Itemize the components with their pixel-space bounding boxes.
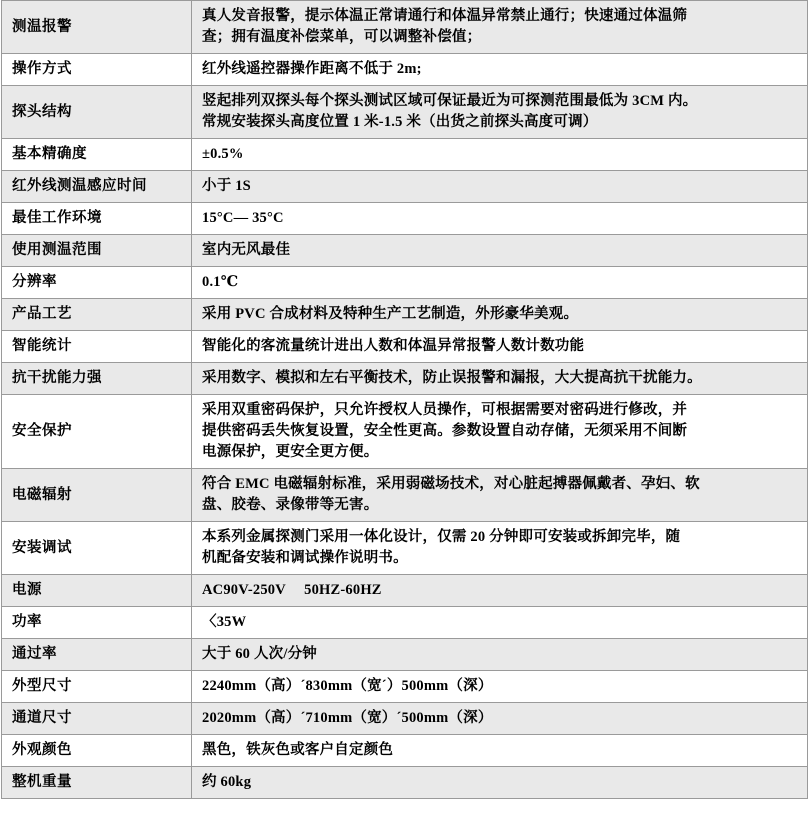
spec-label-cell: 红外线测温感应时间 — [2, 171, 192, 203]
spec-value-line: ±0.5% — [202, 146, 244, 163]
table-row — [2, 767, 808, 799]
spec-value-line: 2020mm（高）´710mm（宽）´500mm（深） — [202, 710, 493, 727]
table-row — [2, 639, 808, 671]
table-row — [2, 703, 808, 735]
spec-value-cell — [192, 235, 808, 267]
spec-value-line: 真人发音报警，提示体温正常请通行和体温异常禁止通行；快速通过体温筛 — [202, 8, 688, 24]
spec-label-cell: 基本精确度 — [2, 139, 192, 171]
table-row — [2, 171, 808, 203]
spec-label-cell: 功率 — [2, 607, 192, 639]
spec-value-cell — [192, 54, 808, 86]
spec-value-cell — [192, 639, 808, 671]
spec-value-line: 黑色，铁灰色或客户自定颜色 — [202, 742, 394, 759]
spec-label-cell: 整机重量 — [2, 767, 192, 799]
spec-label-cell: 抗干扰能力强 — [2, 363, 192, 395]
table-row — [2, 1, 808, 54]
spec-value-cell — [192, 607, 808, 639]
spec-value-cell — [192, 86, 808, 139]
spec-value-line: 盘、胶卷、录像带等无害。 — [202, 497, 379, 514]
spec-value-line: 小于 1S — [202, 178, 251, 195]
spec-label-cell: 探头结构 — [2, 86, 192, 139]
spec-value-cell — [192, 299, 808, 331]
spec-value-line: 〈35W — [202, 614, 247, 631]
spec-value-cell — [192, 267, 808, 299]
spec-value-line: 提供密码丢失恢复设置，安全性更高。参数设置自动存储，无须采用不间断 — [202, 423, 688, 440]
table-row — [2, 469, 808, 522]
table-row — [2, 267, 808, 299]
table-row — [2, 299, 808, 331]
spec-value-cell — [192, 1, 808, 54]
spec-value-line: 红外线遥控器操作距离不低于 2m; — [202, 61, 422, 78]
spec-value-line: 采用双重密码保护，只允许授权人员操作，可根据需要对密码进行修改，并 — [202, 402, 688, 419]
table-row — [2, 575, 808, 607]
spec-value-line: 大于 60 人次/分钟 — [202, 646, 317, 663]
spec-label-cell: 电源 — [2, 575, 192, 607]
table-row — [2, 395, 808, 469]
table-row — [2, 363, 808, 395]
spec-value-line: AC90V-250V 50HZ-60HZ — [202, 582, 382, 599]
specification-table — [1, 0, 808, 799]
spec-label-cell: 外观颜色 — [2, 735, 192, 767]
spec-label-cell: 安装调试 — [2, 522, 192, 575]
table-row — [2, 607, 808, 639]
spec-label-cell: 分辨率 — [2, 267, 192, 299]
spec-value-line: 采用数字、模拟和左右平衡技术，防止误报警和漏报，大大提高抗干扰能力。 — [202, 370, 702, 387]
spec-label-cell: 电磁辐射 — [2, 469, 192, 522]
spec-value-cell — [192, 469, 808, 522]
spec-label-cell: 使用测温范围 — [2, 235, 192, 267]
table-row — [2, 86, 808, 139]
spec-label-cell: 测温报警 — [2, 1, 192, 54]
spec-label-cell: 安全保护 — [2, 395, 192, 469]
table-row — [2, 522, 808, 575]
spec-value-cell — [192, 171, 808, 203]
spec-value-cell — [192, 139, 808, 171]
spec-value-line: 2240mm（高）´830mm（宽´）500mm（深） — [202, 678, 493, 695]
spec-label-cell: 外型尺寸 — [2, 671, 192, 703]
spec-value-line: 查；拥有温度补偿菜单，可以调整补偿值； — [202, 29, 482, 46]
spec-value-cell — [192, 331, 808, 363]
spec-value-line: 本系列金属探测门采用一体化设计，仅需 20 分钟即可安装或拆卸完毕，随 — [202, 529, 681, 546]
spec-label-cell: 产品工艺 — [2, 299, 192, 331]
spec-value-line: 15°C— 35°C — [202, 210, 284, 227]
spec-value-line: 智能化的客流量统计进出人数和体温异常报警人数计数功能 — [202, 338, 585, 355]
table-row — [2, 235, 808, 267]
table-row — [2, 671, 808, 703]
spec-value-cell — [192, 395, 808, 469]
spec-value-line: 0.1℃ — [202, 274, 239, 291]
spec-value-line: 符合 EMC 电磁辐射标准，采用弱磁场技术，对心脏起搏器佩戴者、孕妇、软 — [202, 476, 700, 493]
spec-value-cell — [192, 735, 808, 767]
spec-value-cell — [192, 522, 808, 575]
table-row — [2, 54, 808, 86]
spec-label-cell: 最佳工作环境 — [2, 203, 192, 235]
spec-value-cell — [192, 575, 808, 607]
spec-value-cell — [192, 767, 808, 799]
spec-value-line: 常规安装探头高度位置 1 米-1.5 米（出货之前探头高度可调） — [202, 114, 598, 131]
spec-value-line: 室内无风最佳 — [202, 242, 291, 259]
specification-table-body — [2, 1, 808, 799]
spec-value-cell — [192, 203, 808, 235]
spec-label-cell: 通过率 — [2, 639, 192, 671]
spec-label-cell: 通道尺寸 — [2, 703, 192, 735]
table-row — [2, 735, 808, 767]
spec-value-cell — [192, 363, 808, 395]
spec-value-line: 机配备安装和调试操作说明书。 — [202, 550, 408, 567]
table-row — [2, 139, 808, 171]
spec-value-cell — [192, 671, 808, 703]
spec-value-line: 采用 PVC 合成材料及特种生产工艺制造，外形豪华美观。 — [202, 306, 579, 323]
table-row — [2, 331, 808, 363]
table-row — [2, 203, 808, 235]
spec-label-cell: 操作方式 — [2, 54, 192, 86]
spec-label-cell: 智能统计 — [2, 331, 192, 363]
spec-value-cell — [192, 703, 808, 735]
spec-value-line: 电源保护，更安全更方便。 — [202, 444, 379, 461]
spec-value-line: 竖起排列双探头每个探头测试区域可保证最近为可探测范围最低为 3CM 内。 — [202, 93, 698, 110]
spec-value-line: 约 60kg — [202, 774, 252, 791]
